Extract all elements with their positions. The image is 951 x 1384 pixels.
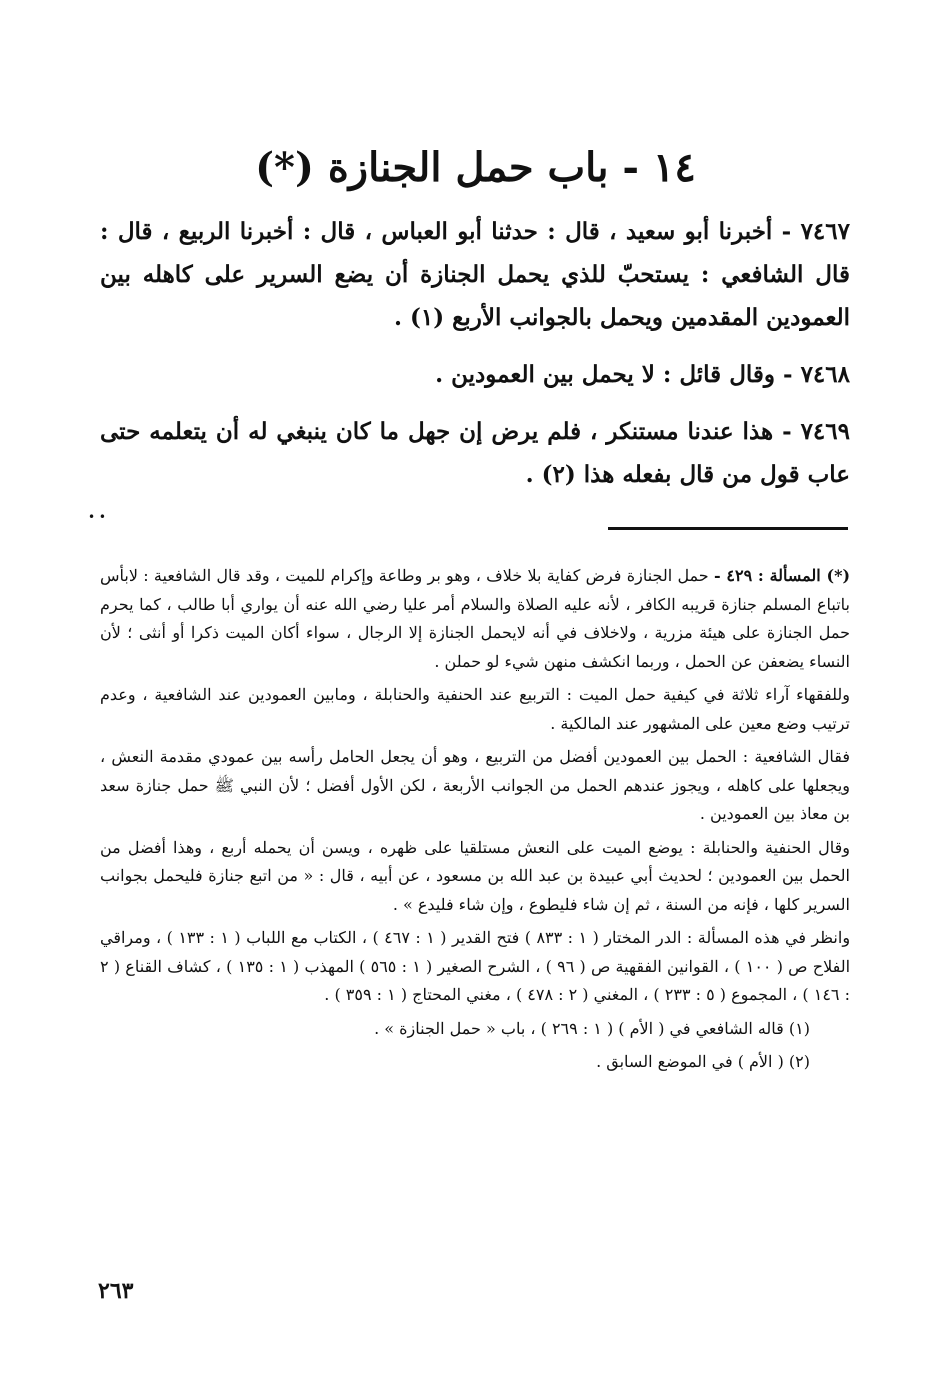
footnote-references: وانظر في هذه المسألة : الدر المختار ( ١ : ٨٣٣ ) فتح القدير ( ١ : ٤٦٧ ) ، الكتاب مع اللباب ( ١ : ١٣٣ ) ، ومراقي الفلاح ص ( ١٠٠ ) ، القوانين الفقهية ص ( ٩٦ ) ، الشرح الصغير ( ١ : ٥٦٥ ) المهذب ( ١ : ١٣٥ ) ، كشاف القناع ( ٢ : ١٤٦ ) ، المجموع ( ٥ : ٢٣٣ ) ، المغني ( ٢ : ٤٧٨ ) ، مغني المحتاج ( ١ : ٣٥٩ ) .	[100, 928, 851, 1004]
footnotes	[100, 562, 850, 1082]
footnote-masala	[100, 562, 850, 676]
main-text	[100, 210, 850, 510]
footnote-2: (٢) ( الأم ) في الموضع السابق .	[596, 1052, 810, 1071]
paragraph-7467: ٧٤٦٧ - أخبرنا أبو سعيد ، قال : حدثنا أبو العباس ، قال : أخبرنا الربيع ، قال : قال الشافعي : يستحبّ للذي يحمل الجنازة أن يضع السرير على كاهله بين العمودين المقدمين ويحمل بالجوانب الأربع (١) .	[100, 218, 850, 331]
masala-text: حمل الجنازة فرض كفاية بلا خلاف ، وهو بر وطاعة وإكرام للميت ، وقد قال الشافعية : لابأس باتباع المسلم جنازة قريبه الكافر ، لأنه عليه الصلاة والسلام أمر عليا رضي الله عنه أن يواري أبا طالب ، كما يحرم حمل الجنازة على هيئة مزرية ، ولاخلاف في أنه لايحمل الجنازة إلا الرجال ، سواء أكان الميت ذكرا أو أنثى ؛ لأن النساء يضعفن عن الحمل ، وربما انكشف منهن شيء لو حملن .	[100, 566, 850, 671]
footnote-paragraph: فقال الشافعية : الحمل بين العمودين أفضل من التربيع ، وهو أن يجعل الحامل رأسه بين عمودي مقدمة النعش ، ويجعلها على كاهله ، ويجوز عندهم الحمل من الجوانب الأربعة ، لكن الأول أفضل ؛ لأن النبي ﷺ حمل جنازة سعد بن معاذ بين العمودين .	[100, 747, 850, 823]
page-number: ٢٦٣	[98, 1278, 134, 1304]
paragraph-7468: ٧٤٦٨ - وقال قائل : لا يحمل بين العمودين .	[435, 361, 850, 388]
footnote-separator	[608, 527, 848, 530]
paragraph-7469: ٧٤٦٩ - هذا عندنا مستنكر ، فلم يرض إن جهل ما كان ينبغي له أن يتعلمه حتى عاب قول من قال بفعله هذا (٢) .	[100, 418, 850, 488]
masala-lead: (*) المسألة : ٤٢٩ -	[713, 566, 851, 585]
stray-mark: • •	[88, 510, 106, 524]
footnote-1: (١) قاله الشافعي في ( الأم ) ( ١ : ٢٦٩ ) ، باب « حمل الجنازة » .	[374, 1018, 810, 1038]
footnote-paragraph: وللفقهاء آراء ثلاثة في كيفية حمل الميت : التربيع عند الحنفية والحنابلة ، ومابين العمودين عند الشافعية ، وعدم ترتيب وضع معين على المشهور عند المالكية .	[100, 685, 850, 733]
chapter-title: ١٤ - باب حمل الجنازة (*)	[255, 144, 696, 191]
footnote-paragraph: وقال الحنفية والحنابلة : يوضع الميت على النعش مستلقيا على ظهره ، ويسن أن يحمله أربع ، وهذا أفضل من الحمل بين العمودين ؛ لحديث أبي عبيدة بن عبد الله بن مسعود ، عن أبيه ، قال : « من اتبع جنازة فليحمل بجوانب السرير كلها ، فإنه من السنة ، ثم إن شاء فليطوع ، وإن شاء فليدع » .	[100, 837, 851, 914]
